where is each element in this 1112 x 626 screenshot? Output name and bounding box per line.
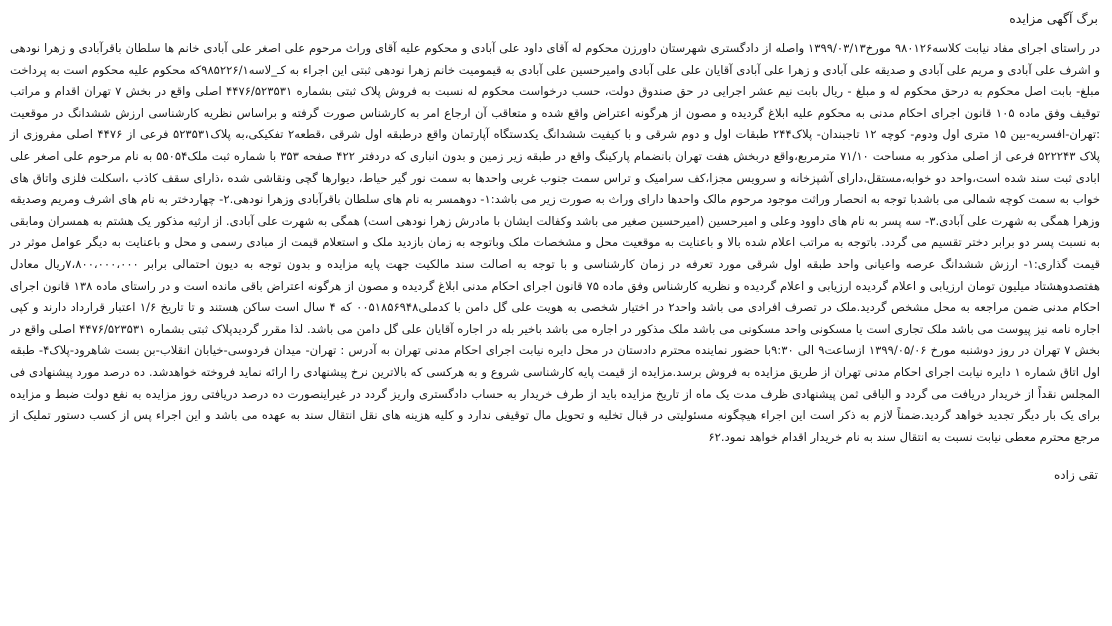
notice-body: در راستای اجرای مفاد نیابت کلاسه۹۸۰۱۲۶ مورخ۱۳۹۹/۰۳/۱۳ واصله از دادگستری شهرستان داورزن محکوم له آقای داود علی آبادی و محکوم علیه آقای وراث مرحوم علی اصغر علی آبادی خانم ها سلطان باقرآبادی و زهرا نودهی و اشرف علی آبادی و مریم علی آبادی و صدیقه علی آبادی و زهرا علی آبادی آقایان علی علی آبادی وامیرحسین علی آبادی به قیمومیت خانم زهرا نودهی ثبتی این اجراء به کـ_لاسه۹۸۵۲۲۶/۱که محکوم علیه محکوم است به پرداخت مبلغ- بابت اصل محکوم به درحق محکوم له و مبلغ - ریال بابت نیم عشر اجرایی در حق صندوق دولت، حسب درخواست محکوم له نسبت به فروش پلاک ثبتی بشماره ۴۴۷۶/۵۲۳۵۳۱ اصلی واقع در بخش ۷ تهران اقدام و مراتب توقیف وفق ماده ۱۰۵ قانون اجرای احکام مدنی به محکوم علیه ابلاغ گردیده و مصون از هرگونه اعتراض واقع شده و متعاقب آن ارجاع امر به کارشناس صورت گرفته و براساس نظریه کارشناسی ارزش ششدانگ در موقعیت :تهران-افسریه-بین ۱۵ متری اول ودوم- کوچه ۱۲ تاجبندان- پلاک۲۴۴ طبقات اول و دوم شرقی و با کیفیت ششدانگ یکدستگاه آپارتمان واقع درطبقه اول شرقی ،قطعه۲ تفکیکی،به پلاک۵۲۳۵۳۱ فرعی از ۴۴۷۶ اصلی مفروزی از پلاک ۵۲۲۲۴۳ فرعی از اصلی مذکور به مساحت ۷۱/۱۰ مترمربع،واقع دربخش هفت تهران بانضمام پارکینگ واقع در طبقه زیر زمین و بدون انباری که دردفتر ۴۲۲ صفحه ۳۵۳ با شماره ثبت ملک۵۵۰۵۴ به نام مرحوم علی اصغر علی ابادی ثبت سند شده است،واحد دو خوابه،مستقل،دارای آشپزخانه و سرویس مجزا،کف سرامیک و تراس سمت جنوب غربی واحدها به سمت نور گیر حیاط، دیوارها گچی ونقاشی شده ،ذارای سقف کاذب ،اسکلت فلزی واتاق های خواب به سمت کوچه شمالی می باشدبا توجه به انحصار وراثت موجود مرحوم مالک واحدها دارای وراث به صورت زیر می باشد:۱- دوهمسر به نام های سلطان باقرآبادی وزهرا نودهی.۲- چهاردختر به نام های اشرف ومریم وصدیقه وزهرا همگی به شهرت علی آبادی.۳- سه پسر به نام های داوود وعلی و امیرحسین (امیرحسین صغیر می باشد وکفالت ایشان با مادرش زهرا نودهی است) همگی به شهرت علی آبادی. از ارثیه مذکور یک هشتم به همسران ومابقی به نسبت پسر دو برابر دختر تقسیم می گردد. باتوجه به مراتب اعلام شده بالا و باعنایت به موقعیت محل و مشخصات ملک وباتوجه به زمان بازدید ملک و استعلام قیمت از مبادی رسمی و محل و باعنایت به دیگر عوامل موثر در قیمت گذاری:۱- ارزش ششدانگ عرصه واعیانی واحد طبقه اول شرقی مورد تعرفه در زمان کارشناسی و با توجه به اصالت سند مالکیت جهت پایه مزایده و بدون توجه به دیون احتمالی برابر ۷،۸۰۰،۰۰۰،۰۰۰ریال معادل هفتصدوهشتاد میلیون تومان ارزیابی و اعلام گردیده ارزیابی و اعلام گردیده و نظریه کارشناس وفق ماده ۷۵ قانون اجرای احکام مدنی ابلاغ گردیده و مصون از هرگونه اعتراض باقی مانده است و در راستای ماده ۱۳۸ قانون اجرای احکام مدنی ضمن مراجعه به محل مشخص گردید.ملک در تصرف افرادی می باشد واحد۲ در اختیار شخصی به هویت علی گل دامن با کدملی۰۰۵۱۸۵۶۹۴۸ که ۴ سال است ساکن هستند و تا تاریخ ۱/۶ اعتبار قرارداد دارند و کپی اجاره نامه نیز پیوست می باشد ملک تجاری است یا مسکونی واحد مسکونی می باشد ملک مذکور در اجاره می باشد باخیر بله در اجاره آقایان علی گل دامن می باشد. لذا مقرر گردیدپلاک ثبتی بشماره ۴۴۷۶/۵۲۳۵۳۱ اصلی واقع در بخش ۷ تهران در روز دوشنبه مورخ ۱۳۹۹/۰۵/۰۶ ازساعت۹ الی ۹:۳۰با حضور نماینده محترم دادستان در محل دایره نیابت اجرای احکام مدنی تهران به آدرس : تهران- میدان فردوسی-خیابان انقلاب-بن بست شاهرود-پلاک۴- طبقه اول اتاق شماره ۱ دایره نیابت اجرای احکام مدنی تهران از طریق مزایده به فروش برسد.مزایده از قیمت پایه کارشناسی شروع و به هرکسی که بالاترین نرخ پیشنهادی را ارائه نماید فروخته خواهدشد. ده درصد مورد پیشنهادی فی المجلس نقداً از خریدار دریافت می گردد و الباقی ثمن پیشنهادی ظرف مدت یک ماه از تاریخ مزایده باید از طرف خریدار به حساب دادگستری واریز گردد در غیراینصورت ده درصد دریافتی روز مزایده به نفع دولت ضبط و مزایده برای یک بار دیگر تجدید خواهد گردید.ضمناً لازم به ذکر است این اجراء هیچگونه مسئولیتی در قبال تخلیه و تحویل مال توقیفی ندارد و کلیه هزینه های نقل انتقال سند به عهده می باشد و این اجراء پس از کسب دستور تملیک از مرجع محترم معطی نیابت نسبت به انتقال سند به نام خریدار اقدام خواهد نمود.۶۲ [10, 41, 1101, 444]
notice-signature: تقی زاده [1054, 468, 1098, 483]
notice-title: برگ آگهی مزایده [1009, 11, 1098, 26]
